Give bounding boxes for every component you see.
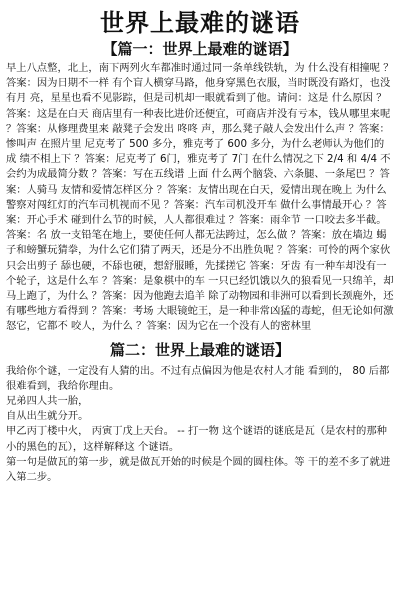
section-2-paragraph: 自从出生就分开。 xyxy=(6,410,89,423)
section-2-paragraph: 兄弟四人共一胎， xyxy=(6,395,89,408)
section-2-paragraph: 甲乙丙丁楼中火， 丙寅丁戊上天台。 -- 打一物 这个谜语的谜底是瓦（是农村的那种小的黑色的瓦），这样解释这 个谜语。 xyxy=(6,425,387,453)
section-2-paragraph: 我给你个谜，一定没有人猜的出。不过有点偏因为他是农村人才能 看到的， 80 后都很难看到，我给你理由。 xyxy=(6,364,390,392)
section-1-body: 早上八点整，北上，南下两列火车都准时通过同一条单线铁轨，为 什么没有相撞呢 ？答案：因为日期不一样 有个盲人横穿马路，他身穿黑色衣服，当时既没有路灯，也没有月 亮，星星也看不见影踪，但是司机却一眼就看到了他。请问：这是 什么原因 ？答案：这是在白天 商店里有一种表比进价还便宜，可商店并没有亏本，钱从哪里来呢 ？答案：从修理费里来 敲凳子会发出 咚咚 声，那么凳子敲人会发出什么声 ？答案：惨叫声 在照片里 尼克考了 500 多分，雅克考了 600 多分，为什么老师认为他们的成 绩不相上下 ？答案：尼克考了 6门，雅克考了 7门 在什么情况之下 2/4 和 4/4 不会约为成最简分数 ？答案：写在五线谱 上面 什么两个脑袋、六条腿、一条尾巴 ？答案：人骑马 友情和爱情怎样区分 ？答案：友情出现在白天，爱情出现在晚上 为什么警察对闯红灯的汽车司机视而不见 ？答案：汽车司机没开车 做什么事情最开心 ？答案：开心手术 碰到什么节的时候，人人都很难过 ？答案：雨伞节 一口咬去多半截。答案：名 放一支铅笔在地上，要使任何人都无法跨过，怎么做 ？答案：放在墙边 蝎子和螃蟹玩猜拳，为什么它们猜了两天，还是分不出胜负呢 ？答案：可怜的两个家伙只会出剪子 舔也硬，不舔也硬，想舒服睡，先揉搓它 答案：牙齿 有一种车却没有一个轮子，这是什么车 ？答案：是象棋中的车 一只已经饥饿以久的狼看见一只绵羊，却马上跑了，为什么 ？答案：因为他跑去追羊 除了动物园和非洲可以看到长颈鹿外，还有哪些地方看得到 ？答案：考场 大眼镜蛇王，是一种非常凶猛的毒蛇，但无论如何激怒它，它都不 咬人，为什么 ？答案：因为它在一个没有人的密林里 xyxy=(6,62,394,333)
document-title: 世界上最难的谜语 xyxy=(100,9,300,37)
section-heading-2: 篇二：世界上最难的谜语】 xyxy=(109,340,290,359)
section-heading-1: 【篇一：世界上最难的谜语】 xyxy=(102,40,298,58)
section-2-paragraph: 第一句是做瓦的第一步，就是做瓦开始的时候是个圆的圆柱体。等 干的差不多了就进入第二步。 xyxy=(6,455,391,484)
